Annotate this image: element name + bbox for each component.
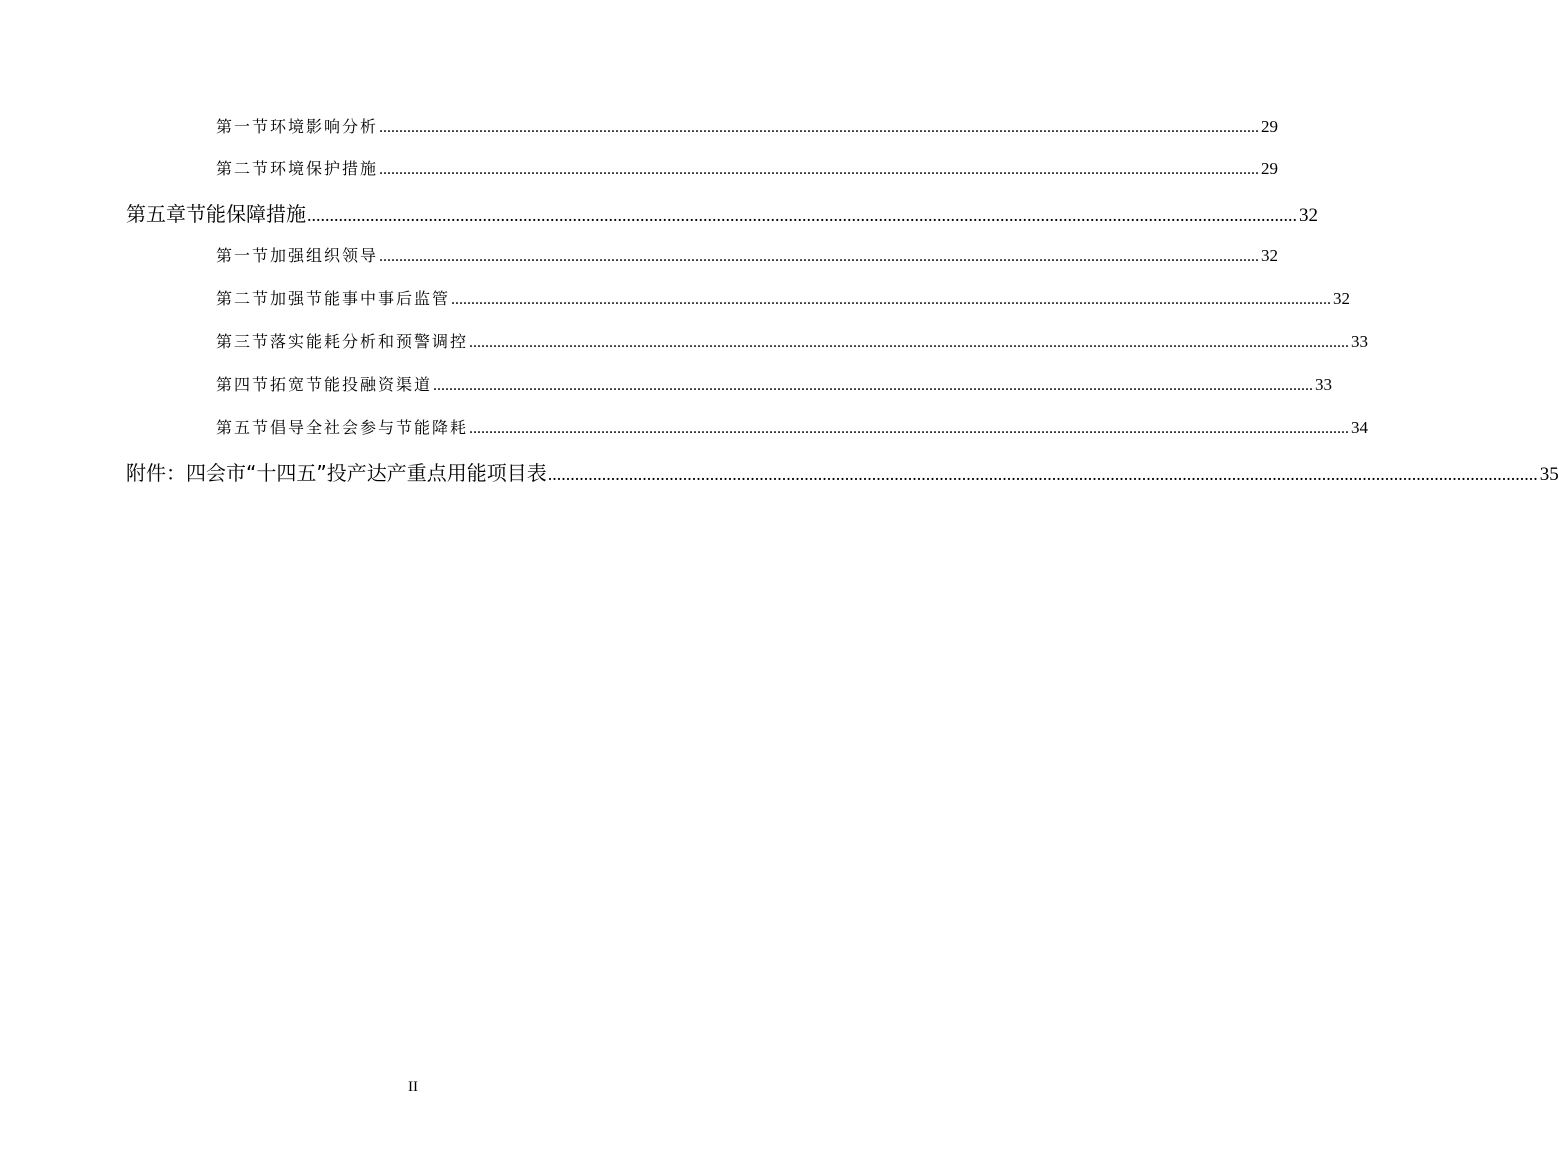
toc-chapter-entry[interactable] <box>126 198 1318 227</box>
toc-entry[interactable] <box>216 243 1279 266</box>
toc-entry[interactable] <box>216 372 1333 395</box>
toc-entry[interactable] <box>216 286 1351 309</box>
toc-entry-title: 环境影响分析 <box>270 117 379 136</box>
toc-entry-number: 第二节 <box>216 289 271 308</box>
toc-leader-dots: ............................................................................................................................................................................................................................ <box>451 291 1332 308</box>
toc-entry[interactable] <box>216 114 1279 137</box>
toc-entry-title: 拓宽节能投融资渠道 <box>270 375 433 394</box>
toc-entry-page: 33 <box>1351 332 1369 351</box>
toc-entry-number: 第三节 <box>216 332 271 351</box>
toc-entry-page: 29 <box>1261 117 1279 136</box>
toc-entry-number: 第二节 <box>216 159 271 178</box>
toc-entry-number: 第一节 <box>216 246 271 265</box>
toc-entry-title: 加强节能事中事后监管 <box>270 289 451 308</box>
toc-entry-number: 第五章 <box>126 202 186 226</box>
toc-entry[interactable] <box>216 156 1279 179</box>
toc-entry-page: 35 <box>1539 464 1559 485</box>
toc-leader-dots: ............................................................................................................................................................................................................................ <box>433 377 1314 394</box>
toc-entry-page: 32 <box>1333 289 1351 308</box>
toc-leader-dots: ............................................................................................................................................................................................................................ <box>469 420 1350 437</box>
toc-entry-title: 附件：四会市“十四五”投产达产重点用能项目表 <box>126 461 547 485</box>
toc-entry-page: 33 <box>1315 375 1333 394</box>
page-number-footer: II <box>408 1079 418 1095</box>
toc-entry-number: 第一节 <box>216 117 271 136</box>
toc-entry[interactable] <box>216 415 1369 438</box>
toc-leader-dots: ............................................................................................................................................................................................................................ <box>469 334 1350 351</box>
toc-entry-title: 节能保障措施 <box>186 202 306 226</box>
toc-appendix-entry[interactable] <box>126 457 1559 486</box>
toc-leader-dots: ............................................................................................................................................................................................................................ <box>307 205 1297 225</box>
toc-entry-page: 32 <box>1261 246 1279 265</box>
toc-leader-dots: ............................................................................................................................................................................................................................ <box>379 248 1260 265</box>
toc-entry-title: 环境保护措施 <box>270 159 379 178</box>
toc-entry-number: 第四节 <box>216 375 271 394</box>
toc-entry-title: 落实能耗分析和预警调控 <box>270 332 469 351</box>
toc-entry-title: 倡导全社会参与节能降耗 <box>270 418 469 437</box>
toc-entry-number: 第五节 <box>216 418 271 437</box>
toc-leader-dots: ............................................................................................................................................................................................................................ <box>379 119 1260 136</box>
toc-entry[interactable] <box>216 329 1369 352</box>
toc-entry-page: 34 <box>1351 418 1369 437</box>
toc-leader-dots: ............................................................................................................................................................................................................................ <box>379 161 1260 178</box>
toc-entry-page: 29 <box>1261 159 1279 178</box>
toc-entry-title: 加强组织领导 <box>270 246 379 265</box>
toc-entry-page: 32 <box>1299 205 1318 226</box>
toc-leader-dots: ............................................................................................................................................................................................................................ <box>547 464 1538 484</box>
